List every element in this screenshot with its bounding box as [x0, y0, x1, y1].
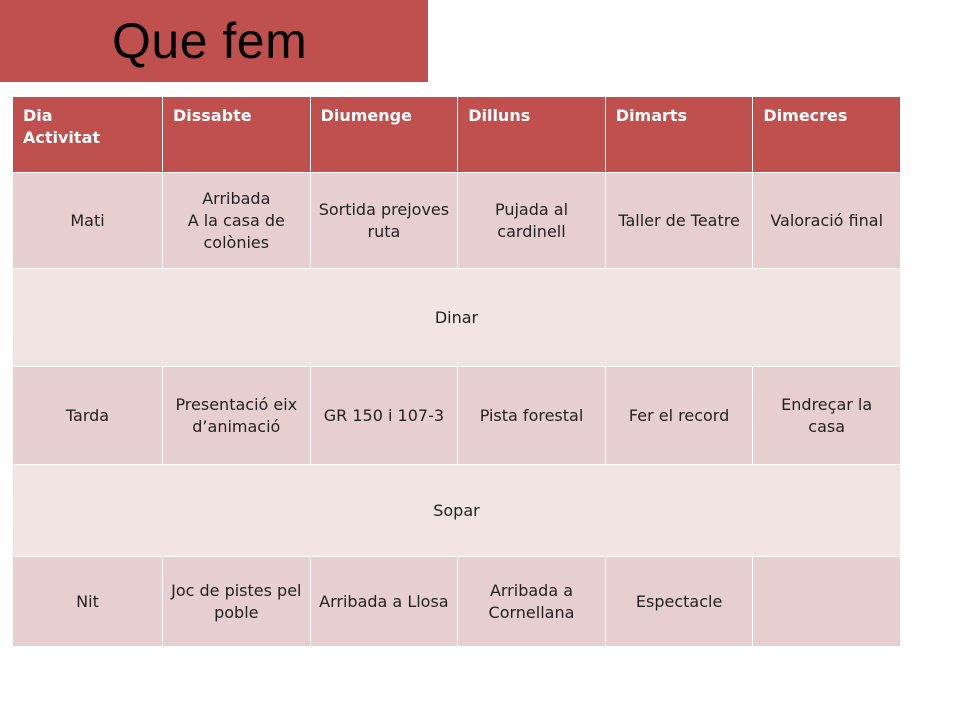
table-cell: Joc de pistes pel poble — [163, 557, 311, 647]
table-row-mati — [13, 173, 901, 269]
table-cell: Endreçar la casa — [753, 367, 901, 465]
header-cell-diumenge: Diumenge — [310, 97, 458, 173]
table-row-tarda — [13, 367, 901, 465]
table-cell: Sortida prejoves ruta — [310, 173, 458, 269]
row-label: Tarda — [13, 367, 163, 465]
table-row-dinar — [13, 269, 901, 367]
header-cell-dissabte: Dissabte — [163, 97, 311, 173]
row-label: Dinar — [13, 269, 901, 367]
table-row-nit — [13, 557, 901, 647]
table-cell: Arribada a Cornellana — [458, 557, 606, 647]
row-label: Sopar — [13, 465, 901, 557]
table-cell: Arribada A la casa de colònies — [163, 173, 311, 269]
page-title: Que fem — [112, 13, 308, 69]
table-cell: Taller de Teatre — [605, 173, 753, 269]
header-cell-dia-activitat: Dia Activitat — [13, 97, 163, 173]
table-cell: Arribada a Llosa — [310, 557, 458, 647]
header-cell-dimecres: Dimecres — [753, 97, 901, 173]
table-cell: Pujada al cardinell — [458, 173, 606, 269]
table-cell: Fer el record — [605, 367, 753, 465]
table-cell: Espectacle — [605, 557, 753, 647]
header-cell-dilluns: Dilluns — [458, 97, 606, 173]
table-cell: Valoració final — [753, 173, 901, 269]
table-row-sopar — [13, 465, 901, 557]
table-cell: Pista forestal — [458, 367, 606, 465]
header-cell-dimarts: Dimarts — [605, 97, 753, 173]
table-cell: GR 150 i 107-3 — [310, 367, 458, 465]
table-cell: Presentació eix d’animació — [163, 367, 311, 465]
row-label: Mati — [13, 173, 163, 269]
schedule-table — [12, 96, 901, 647]
table-cell — [753, 557, 901, 647]
header-row — [13, 97, 901, 173]
row-label: Nit — [13, 557, 163, 647]
